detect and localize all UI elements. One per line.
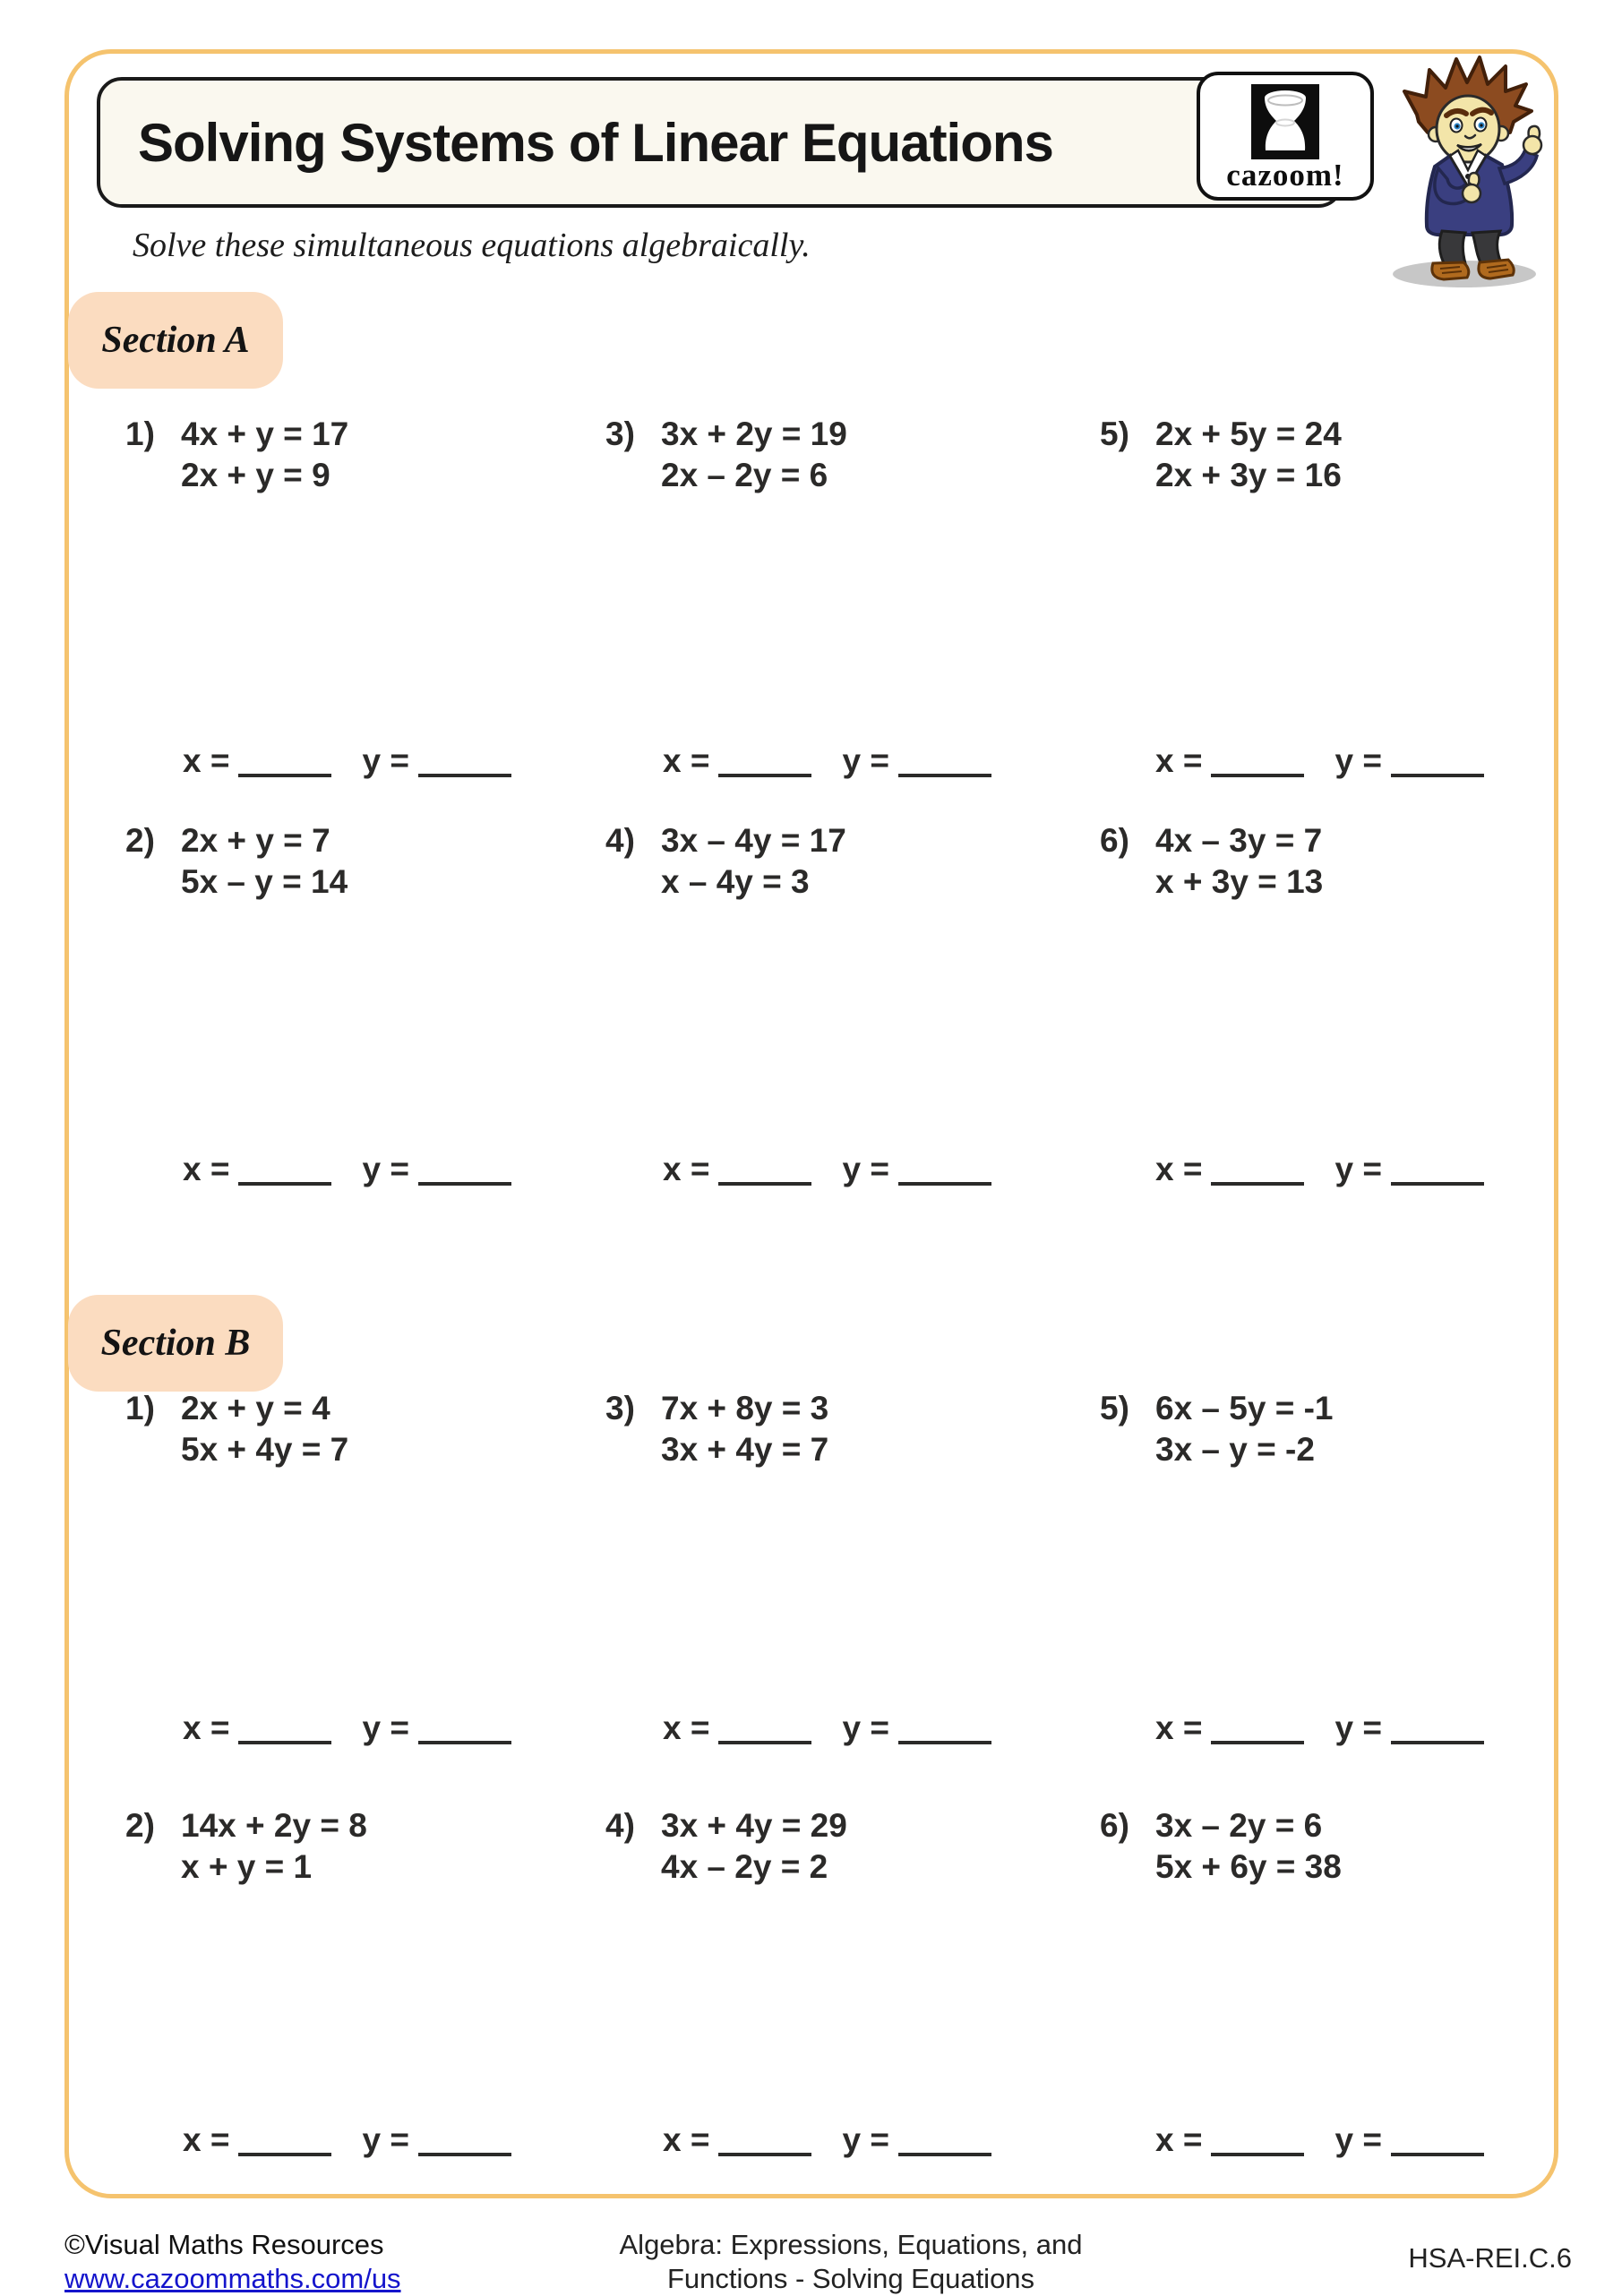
equation-line-2: x – 4y = 3 — [661, 863, 810, 900]
problem-number: 2) — [125, 1807, 155, 1844]
section-b-header — [68, 1295, 283, 1392]
problem-number: 3) — [605, 1390, 635, 1426]
answer-line-a6 — [1155, 1150, 1484, 1188]
problem-number: 6) — [1100, 822, 1129, 859]
equation-line-2: 5x – y = 14 — [181, 863, 348, 900]
y-equals-label: y = — [842, 2121, 889, 2158]
copyright-text: ©Visual Maths Resources — [64, 2229, 384, 2260]
problem-b1 — [125, 1388, 348, 1470]
problem-number: 4) — [605, 1807, 635, 1844]
answer-y-blank — [418, 1709, 511, 1744]
section-a-header — [68, 292, 283, 389]
cazoom-logo-text: cazoom! — [1226, 158, 1344, 193]
equation-line-2: 2x – 2y = 6 — [661, 457, 828, 493]
instruction-text: Solve these simultaneous equations algebraically. — [133, 227, 811, 264]
problem-b3 — [605, 1388, 828, 1470]
answer-y-blank — [1391, 1709, 1484, 1744]
answer-x-blank — [718, 1150, 811, 1186]
answer-y-blank — [898, 1150, 991, 1186]
equation-line-1: 4x – 3y = 7 — [1155, 822, 1323, 859]
answer-x-blank — [718, 741, 811, 777]
answer-y-blank — [898, 1709, 991, 1744]
answer-y-blank — [1391, 741, 1484, 777]
equation-line-1: 3x + 4y = 29 — [661, 1807, 847, 1844]
answer-y-blank — [1391, 2120, 1484, 2156]
equation-line-2: 5x + 6y = 38 — [1155, 1848, 1342, 1885]
answer-x-blank — [1211, 741, 1304, 777]
y-equals-label: y = — [842, 742, 889, 779]
equation-line-1: 14x + 2y = 8 — [181, 1807, 367, 1844]
problem-b6 — [1100, 1805, 1342, 1888]
equation-line-2: 4x – 2y = 2 — [661, 1848, 828, 1885]
equation-line-1: 6x – 5y = -1 — [1155, 1390, 1334, 1426]
answer-y-blank — [418, 741, 511, 777]
answer-x-blank — [1211, 1709, 1304, 1744]
y-equals-label: y = — [842, 1709, 889, 1746]
problem-number: 5) — [1100, 416, 1129, 452]
equation-line-1: 3x – 4y = 17 — [661, 822, 846, 859]
problem-number: 1) — [125, 416, 155, 452]
x-equals-label: x = — [1155, 1151, 1203, 1187]
x-equals-label: x = — [183, 742, 230, 779]
equation-line-1: 2x + y = 4 — [181, 1390, 330, 1426]
standard-code: HSA-REI.C.6 — [1408, 2242, 1572, 2274]
answer-line-b6 — [1155, 2120, 1484, 2159]
y-equals-label: y = — [1335, 1709, 1382, 1746]
x-equals-label: x = — [663, 1151, 710, 1187]
answer-y-blank — [898, 2120, 991, 2156]
equation-line-1: 3x + 2y = 19 — [661, 416, 847, 452]
problem-a4 — [605, 820, 846, 903]
cazoom-logo — [1197, 72, 1374, 201]
answer-line-b1 — [183, 1709, 511, 1747]
x-equals-label: x = — [183, 2121, 230, 2158]
title-banner — [97, 77, 1343, 208]
equation-line-1: 2x + y = 7 — [181, 822, 330, 859]
page-title: Solving Systems of Linear Equations — [138, 112, 1053, 173]
answer-y-blank — [898, 741, 991, 777]
y-equals-label: y = — [362, 1151, 409, 1187]
x-equals-label: x = — [183, 1151, 230, 1187]
answer-line-b5 — [1155, 1709, 1484, 1747]
answer-line-b4 — [663, 2120, 991, 2159]
y-equals-label: y = — [362, 1709, 409, 1746]
problem-number: 5) — [1100, 1390, 1129, 1426]
problem-number: 3) — [605, 416, 635, 452]
equation-line-2: x + 3y = 13 — [1155, 863, 1324, 900]
equation-line-1: 7x + 8y = 3 — [661, 1390, 829, 1426]
y-equals-label: y = — [842, 1151, 889, 1187]
footer-attribution — [64, 2228, 401, 2296]
problem-b4 — [605, 1805, 847, 1888]
problem-number: 2) — [125, 822, 155, 859]
cazoom-drum-icon — [1251, 84, 1319, 159]
problem-a5 — [1100, 414, 1342, 496]
problem-b2 — [125, 1805, 367, 1888]
category-line-1: Algebra: Expressions, Equations, and — [619, 2229, 1083, 2260]
equation-line-1: 4x + y = 17 — [181, 416, 349, 452]
footer-category — [466, 2228, 1236, 2296]
answer-line-a1 — [183, 741, 511, 780]
equation-line-1: 2x + 5y = 24 — [1155, 416, 1342, 452]
answer-line-a3 — [663, 741, 991, 780]
answer-x-blank — [238, 2120, 331, 2156]
y-equals-label: y = — [362, 2121, 409, 2158]
answer-line-a5 — [1155, 741, 1484, 780]
x-equals-label: x = — [663, 2121, 710, 2158]
mascot-character — [1379, 50, 1558, 294]
answer-x-blank — [1211, 1150, 1304, 1186]
answer-line-b2 — [183, 2120, 511, 2159]
answer-y-blank — [418, 2120, 511, 2156]
equation-line-2: 5x + 4y = 7 — [181, 1431, 349, 1468]
answer-x-blank — [718, 1709, 811, 1744]
problem-a1 — [125, 414, 348, 496]
equation-line-2: 3x – y = -2 — [1155, 1431, 1315, 1468]
problem-a3 — [605, 414, 847, 496]
problem-number: 4) — [605, 822, 635, 859]
section-a-label: Section A — [101, 320, 250, 361]
answer-x-blank — [238, 1709, 331, 1744]
answer-line-a4 — [663, 1150, 991, 1188]
x-equals-label: x = — [1155, 742, 1203, 779]
answer-x-blank — [238, 741, 331, 777]
equation-line-2: 2x + 3y = 16 — [1155, 457, 1342, 493]
x-equals-label: x = — [663, 742, 710, 779]
y-equals-label: y = — [1335, 742, 1382, 779]
y-equals-label: y = — [1335, 2121, 1382, 2158]
answer-line-a2 — [183, 1150, 511, 1188]
x-equals-label: x = — [663, 1709, 710, 1746]
category-line-2: Functions - Solving Equations — [666, 2263, 1035, 2294]
answer-line-b3 — [663, 1709, 991, 1747]
answer-y-blank — [1391, 1150, 1484, 1186]
x-equals-label: x = — [1155, 1709, 1203, 1746]
section-b-label: Section B — [100, 1323, 251, 1364]
problem-number: 1) — [125, 1390, 155, 1426]
answer-y-blank — [418, 1150, 511, 1186]
x-equals-label: x = — [183, 1709, 230, 1746]
y-equals-label: y = — [1335, 1151, 1382, 1187]
problem-a6 — [1100, 820, 1323, 903]
problem-number: 6) — [1100, 1807, 1129, 1844]
answer-x-blank — [718, 2120, 811, 2156]
problem-a2 — [125, 820, 348, 903]
x-equals-label: x = — [1155, 2121, 1203, 2158]
equation-line-2: 3x + 4y = 7 — [661, 1431, 829, 1468]
equation-line-1: 3x – 2y = 6 — [1155, 1807, 1323, 1844]
answer-x-blank — [238, 1150, 331, 1186]
website-link[interactable]: www.cazoommaths.com/us — [64, 2263, 401, 2294]
answer-x-blank — [1211, 2120, 1304, 2156]
problem-b5 — [1100, 1388, 1334, 1470]
equation-line-2: 2x + y = 9 — [181, 457, 330, 493]
equation-line-2: x + y = 1 — [181, 1848, 313, 1885]
y-equals-label: y = — [362, 742, 409, 779]
